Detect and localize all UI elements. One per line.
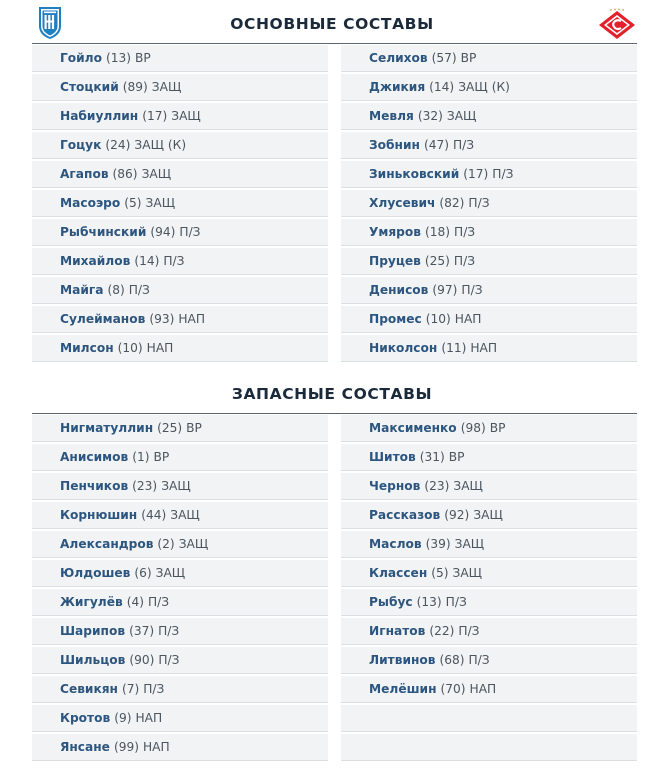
player-row [341,560,637,587]
player-position: ВР [489,421,506,435]
player-row [341,219,637,246]
player-position: ЗАЩ [151,80,182,94]
player-number: (9) [114,711,132,725]
player-name-link[interactable]: Юлдошев [60,566,131,580]
player-position: П/З [163,254,185,268]
player-row [32,190,328,217]
player-position: НАП [142,740,170,754]
player-row [32,444,328,471]
player-row [32,277,328,304]
player-name-link[interactable]: Мевля [369,109,414,123]
player-name-link[interactable]: Литвинов [369,653,436,667]
player-row [341,618,637,645]
player-name-link[interactable]: Промес [369,312,422,326]
substitutes-title: ЗАПАСНЫЕ СОСТАВЫ [231,385,433,403]
player-name-link[interactable]: Сулейманов [60,312,146,326]
player-name-link[interactable]: Николсон [369,341,438,355]
player-name-link[interactable]: Классен [369,566,428,580]
player-name-link[interactable]: Гойло [60,51,102,65]
player-number: (82) [439,196,465,210]
player-number: (44) [141,508,167,522]
player-row [341,502,637,529]
player-number: (92) [444,508,470,522]
player-name-link[interactable]: Умяров [369,225,421,239]
home-subs-list [32,415,328,763]
home-starting-list [32,45,328,364]
player-number: (25) [157,421,183,435]
player-position: П/З [158,653,180,667]
player-row [32,74,328,101]
player-name-link[interactable]: Мелёшин [369,682,437,696]
player-position: П/З [452,138,475,152]
away-starting-list [341,45,637,364]
player-number: (70) [440,682,466,696]
player-position: НАП [470,341,498,355]
player-name-link[interactable]: Рыбус [369,595,413,609]
player-number: (47) [423,138,449,152]
player-name-link[interactable]: Рассказов [369,508,441,522]
player-name-link[interactable]: Севикян [60,682,118,696]
player-number: (11) [441,341,467,355]
player-number: (17) [463,167,489,181]
player-name-link[interactable]: Янсане [60,740,110,754]
player-row [32,705,328,732]
player-row [32,248,328,275]
player-position: ЗАЩ [155,566,186,580]
title-divider [32,43,637,44]
player-row [341,161,637,188]
player-row [341,531,637,558]
player-row [32,219,328,246]
player-name-link[interactable]: Пенчиков [60,479,129,493]
player-number: (31) [419,450,445,464]
player-name-link[interactable]: Хлусевич [369,196,436,210]
player-row [32,335,328,362]
captain-mark: (К) [491,80,510,94]
player-row [341,248,637,275]
player-name-link[interactable]: Пруцев [369,254,421,268]
player-number: (10) [117,341,143,355]
player-number: (90) [129,653,155,667]
player-position: НАП [146,341,174,355]
player-row [32,734,328,761]
player-name-link[interactable]: Маслов [369,537,422,551]
player-name-link[interactable]: Шарипов [60,624,126,638]
player-position: НАП [178,312,206,326]
player-number: (5) [431,566,449,580]
away-subs-list [341,415,637,763]
player-row [341,103,637,130]
player-name-link[interactable]: Рыбчинский [60,225,147,239]
player-name-link[interactable]: Зиньковский [369,167,460,181]
player-position: П/З [454,225,476,239]
player-number: (14) [134,254,160,268]
player-number: (8) [107,283,125,297]
player-name-link[interactable]: Жигулёв [60,595,123,609]
player-name-link[interactable]: Анисимов [60,450,129,464]
player-position: ЗАЩ [145,196,176,210]
player-name-link[interactable]: Зобнин [369,138,420,152]
player-number: (68) [439,653,465,667]
player-row [32,161,328,188]
player-row [341,676,637,703]
player-row [341,74,637,101]
player-row [32,676,328,703]
player-number: (17) [142,109,168,123]
player-row [32,618,328,645]
player-position: П/З [158,624,180,638]
player-position: П/З [458,624,480,638]
player-row [32,589,328,616]
player-number: (94) [150,225,176,239]
player-row [341,277,637,304]
player-name-link[interactable]: Максименко [369,421,457,435]
player-number: (32) [417,109,443,123]
player-position: П/З [453,254,476,268]
player-row [32,502,328,529]
player-row [341,132,637,159]
player-position: П/З [147,595,170,609]
player-row [32,647,328,674]
player-number: (2) [157,537,175,551]
player-position: ЗАЩ [453,479,483,493]
player-name-link[interactable]: Масоэро [60,196,121,210]
player-position: ЗАЩ [178,537,209,551]
player-name-link[interactable]: Селихов [369,51,428,65]
captain-mark: (К) [167,138,187,152]
player-position: П/З [468,196,490,210]
player-position: П/З [492,167,514,181]
player-number: (93) [149,312,175,326]
player-row [32,531,328,558]
player-name-link[interactable]: Шильцов [60,653,126,667]
player-number: (39) [425,537,451,551]
player-row [341,335,637,362]
player-position: ЗАЩ [458,80,488,94]
player-number: (57) [431,51,457,65]
player-row [32,473,328,500]
player-row [32,132,328,159]
player-number: (13) [105,51,132,65]
player-position: НАП [135,711,163,725]
player-row [341,444,637,471]
player-name-link[interactable]: Корнюшин [60,508,138,522]
player-number: (22) [429,624,455,638]
player-position: ВР [153,450,170,464]
player-position: П/З [461,283,483,297]
player-number: (24) [105,138,131,152]
player-name-link[interactable]: Чернов [369,479,421,493]
player-number: (23) [132,479,158,493]
player-name-link[interactable]: Набиуллин [60,109,139,123]
player-number: (1) [132,450,150,464]
player-row [341,647,637,674]
player-name-link[interactable]: Милсон [60,341,114,355]
player-position: П/З [128,283,150,297]
player-number: (7) [121,682,140,696]
player-number: (25) [424,254,450,268]
empty-row [341,705,637,732]
starting-lineups-title: ОСНОВНЫЕ СОСТАВЫ [230,15,434,33]
player-position: ЗАЩ [134,138,164,152]
player-number: (98) [460,421,486,435]
player-row [341,589,637,616]
player-name-link[interactable]: Игнатов [369,624,426,638]
player-number: (37) [129,624,155,638]
player-row [32,415,328,442]
player-row [341,190,637,217]
player-position: ЗАЩ [473,508,503,522]
title-divider [32,413,637,414]
player-row [341,306,637,333]
player-number: (23) [424,479,450,493]
player-name-link[interactable]: Денисов [369,283,429,297]
player-position: ВР [448,450,465,464]
player-name-link[interactable]: Агапов [60,167,109,181]
player-row [341,45,637,72]
player-position: П/З [179,225,201,239]
player-name-link[interactable]: Гоцук [60,138,102,152]
player-position: ВР [135,51,151,65]
player-number: (18) [425,225,451,239]
player-position: П/З [445,595,467,609]
player-position: ЗАЩ [141,167,172,181]
player-name-link[interactable]: Кротов [60,711,111,725]
player-name-link[interactable]: Шитов [369,450,416,464]
player-position: ВР [186,421,202,435]
player-position: ВР [460,51,477,65]
player-number: (5) [124,196,142,210]
player-position: ЗАЩ [161,479,191,493]
player-row [32,560,328,587]
player-number: (13) [416,595,442,609]
player-number: (99) [113,740,139,754]
player-name-link[interactable]: Джикия [369,80,426,94]
player-position: НАП [469,682,497,696]
player-number: (4) [126,595,144,609]
player-name-link[interactable]: Александров [60,537,154,551]
player-row [341,415,637,442]
player-number: (10) [425,312,451,326]
player-row [32,103,328,130]
player-row [32,306,328,333]
player-number: (89) [122,80,148,94]
player-position: ЗАЩ [170,508,200,522]
player-position: П/З [143,682,165,696]
player-number: (86) [112,167,138,181]
player-row [341,473,637,500]
player-number: (97) [432,283,458,297]
player-name-link[interactable]: Нигматуллин [60,421,154,435]
empty-row [341,734,637,761]
player-name-link[interactable]: Майга [60,283,104,297]
player-position: ЗАЩ [171,109,201,123]
player-row [32,45,328,72]
player-name-link[interactable]: Стоцкий [60,80,119,94]
player-position: ЗАЩ [446,109,477,123]
player-position: ЗАЩ [454,537,485,551]
player-name-link[interactable]: Михайлов [60,254,131,268]
player-position: ЗАЩ [452,566,482,580]
player-number: (14) [429,80,455,94]
player-position: П/З [468,653,490,667]
player-position: НАП [454,312,482,326]
player-number: (6) [134,566,152,580]
